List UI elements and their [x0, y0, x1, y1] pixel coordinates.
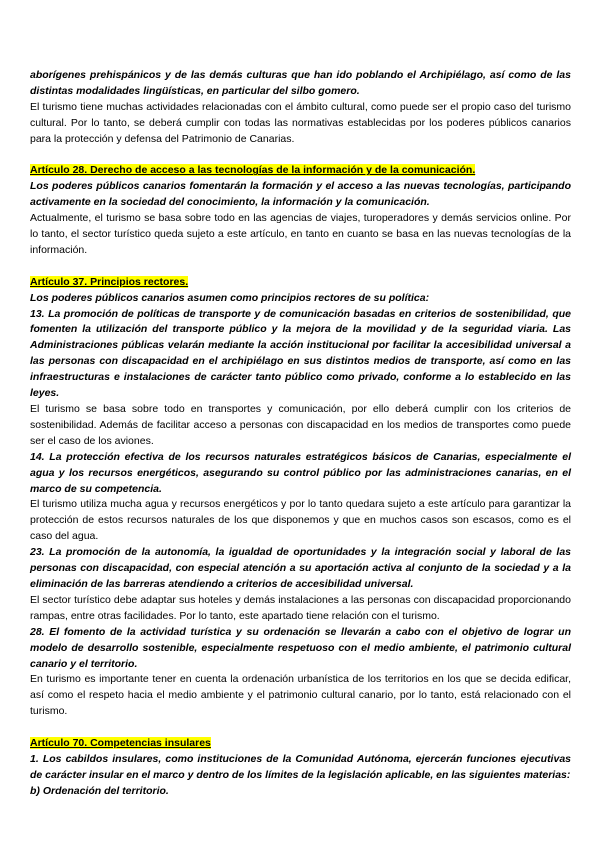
art70-heading	[30, 736, 571, 752]
art28-text: Actualmente, el turismo se basa sobre todo en las agencias de viajes, turoperadores y demás servicios online. Por lo tanto, el sector turístico queda sujeto a este artículo, en tanto en cuanto se basa en las nuevas tecnologías de la información.	[30, 212, 571, 256]
art28-heading	[30, 163, 571, 179]
art37-heading-text: Artículo 37. Principios rectores.	[30, 275, 189, 288]
art70-item-b: b) Ordenación del territorio.	[30, 784, 169, 797]
art37-intro: Los poderes públicos canarios asumen como principios rectores de su política:	[30, 291, 430, 304]
art37-item23-text: El sector turístico debe adaptar sus hoteles y demás instalaciones a las personas con discapacidad proporcionando rampas, entre otras facilidades. Por lo tanto, este apartado tiene relación con el turismo.	[30, 593, 571, 622]
document-page	[30, 68, 571, 800]
spacer	[30, 148, 571, 164]
art37-item14: 14. La protección efectiva de los recursos naturales estratégicos básicos de Canarias, especialmente el agua y los recursos energéticos, asegurando su control público por las administraciones canarias, en el marco de su competencia.	[30, 450, 571, 495]
art37-item14-text: El turismo utiliza mucha agua y recursos energéticos y por lo tanto quedara sujeto a este artículo para garantizar la protección de estos recursos naturales de los que disponemos y que en muchos casos son escasos, como es el caso del agua.	[30, 498, 571, 543]
block1-intro: aborígenes prehispánicos y de las demás culturas que han ido poblando el Archipiélago, así como de las distintas modalidades lingüísticas, en particular del silbo gomero.	[30, 69, 571, 97]
art37-item13: 13. La promoción de políticas de transporte y de comunicación basadas en criterios de sostenibilidad, que fomenten la utilización del transporte público y la mejora de la movilidad y de la seguridad viaria. Las Administraciones públicas velarán mediante la acción institucional por facilitar la accesibilidad universal a las personas con discapacidad en el archipiélago en sus distintos medios de transporte, así como en las infraestructuras e instalaciones de carácter tanto público como privado, conforme a lo establecido en las leyes.	[30, 307, 571, 400]
spacer	[30, 720, 571, 736]
art37-item13-text: El turismo se basa sobre todo en transportes y comunicación, por ello deberá cumplir con los criterios de sostenibilidad. Además de facilitar acceso a personas con discapacidad en los medios de transportes como puede ser el caso de los aviones.	[30, 403, 571, 447]
art70-item1: 1. Los cabildos insulares, como instituciones de la Comunidad Autónoma, ejercerán funciones ejecutivas de carácter insular en el marco y dentro de los límites de la legislación aplicable, en las siguientes materias:	[30, 752, 571, 781]
art37-item28: 28. El fomento de la actividad turística y su ordenación se llevarán a cabo con el objetivo de lograr un modelo de desarrollo sostenible, especialmente respetuoso con el medio ambiente, el patrimonio cultural canario y el territorio.	[30, 625, 571, 670]
art37-heading	[30, 275, 571, 291]
spacer	[30, 259, 571, 275]
art28-quote: Los poderes públicos canarios fomentarán la formación y el acceso a las nuevas tecnologías, participando activamente en la sociedad del conocimiento, la información y la comunicación.	[30, 180, 571, 209]
block1-text: El turismo tiene muchas actividades relacionadas con el ámbito cultural, como puede ser el propio caso del turismo cultural. Por lo tanto, se deberá cumplir con todas las normativas establecidas por los poderes públicos canarios para la protección y defensa del Patrimonio de Canarias.	[30, 100, 571, 145]
art37-item28-text: En turismo es importante tener en cuenta la ordenación urbanística de los territorios en los que se decida edificar, así como el respeto hacia el medio ambiente y el patrimonio cultural canario, por lo tanto, está relacionado con el turismo.	[30, 673, 571, 718]
art70-heading-text: Artículo 70. Competencias insulares	[30, 737, 211, 750]
art28-heading-text: Artículo 28. Derecho de acceso a las tecnologías de la información y de la comunicación.	[30, 164, 476, 177]
art37-item23: 23. La promoción de la autonomía, la igualdad de oportunidades y la integración social y laboral de las personas con discapacidad, con especial atención a su aportación activa al conjunto de la sociedad y a la eliminación de las barreras atendiendo a criterios de accesibilidad universal.	[30, 546, 571, 590]
